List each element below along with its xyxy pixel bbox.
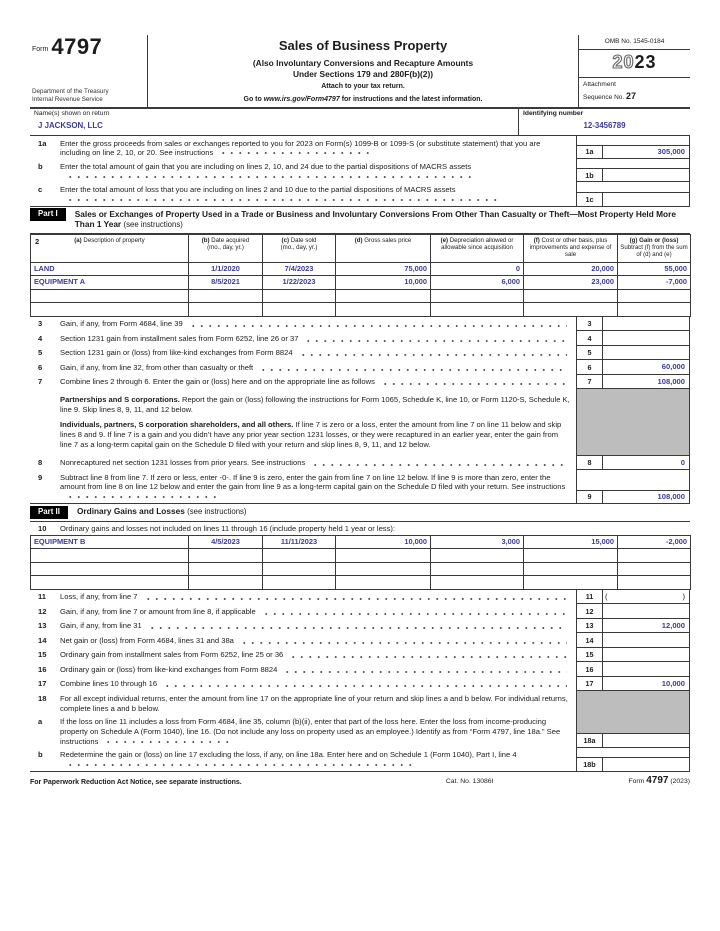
dotted-leader bbox=[259, 368, 567, 372]
line-5-number: 5 bbox=[38, 348, 43, 357]
line-5-box-label: 5 bbox=[577, 346, 603, 360]
dotted-leader bbox=[381, 382, 567, 386]
col-header-gross-sales-price: (d) Gross sales price bbox=[336, 234, 431, 262]
col-header-description: 2 (a) Description of property bbox=[31, 234, 189, 262]
dept-line-2: Internal Revenue Service bbox=[32, 95, 103, 103]
gross-sales-price[interactable] bbox=[336, 289, 431, 303]
table-row bbox=[31, 289, 691, 303]
omb-number: OMB No. 1545-0184 bbox=[579, 35, 690, 50]
form-number: 4797 bbox=[51, 34, 103, 59]
line-1b-amount[interactable] bbox=[603, 169, 689, 182]
line-5-row bbox=[30, 346, 690, 361]
cost-basis[interactable]: 23,000 bbox=[524, 276, 618, 290]
individuals-paragraph: Individuals, partners, S corporation shareholders, and all others. If line 7 is zero or a loss, enter the amount from line 7 on line 11 below and skip lines 8 and 9. If line 7 is a gain and you didn’t have any prior year section 1231 losses, or they were recaptured in an earlier year, enter the gain from line 7 as a long-term capital gain on the Schedule D filed with your return and skip lines 8, 9, 11, and 12 below. bbox=[60, 419, 562, 449]
identifying-number-value[interactable]: 12-3456789 bbox=[583, 120, 626, 130]
part1-table-header-row bbox=[31, 234, 691, 262]
line-15-amount[interactable] bbox=[603, 648, 689, 662]
line-15-text: Ordinary gain from installment sales from Form 6252, line 25 or 36 bbox=[60, 650, 284, 660]
depreciation[interactable]: 0 bbox=[431, 262, 524, 276]
identifying-number-cell bbox=[518, 109, 690, 135]
table-row bbox=[31, 303, 691, 317]
shaded-area bbox=[577, 715, 689, 734]
line-6-amount[interactable]: 60,000 bbox=[661, 362, 685, 372]
dotted-leader bbox=[66, 198, 501, 202]
dotted-leader bbox=[240, 641, 567, 645]
line-10-row bbox=[30, 522, 690, 535]
line-14-text: Net gain or (loss) from Form 4684, lines 31 and 38a bbox=[60, 635, 234, 645]
part1-instruction-paragraphs bbox=[30, 389, 690, 456]
line-1c-row bbox=[30, 182, 690, 205]
line-15-number: 15 bbox=[38, 650, 47, 660]
name-value[interactable]: J JACKSON, LLC bbox=[38, 120, 103, 130]
line-7-box-label: 7 bbox=[577, 375, 603, 389]
line-8-box-label: 8 bbox=[577, 456, 603, 470]
depreciation[interactable]: 3,000 bbox=[431, 535, 524, 549]
line-11-row bbox=[30, 590, 690, 605]
table-row bbox=[31, 535, 691, 549]
cost-basis[interactable] bbox=[524, 289, 618, 303]
date-sold[interactable] bbox=[263, 289, 336, 303]
line-16-row bbox=[30, 662, 690, 677]
dotted-leader bbox=[299, 353, 567, 357]
cost-basis[interactable] bbox=[524, 303, 618, 317]
form-title: Sales of Business Property bbox=[278, 38, 448, 53]
line-6-text: Gain, if any, from line 32, from other than casualty or theft bbox=[60, 362, 254, 372]
dotted-leader bbox=[219, 151, 373, 155]
date-sold[interactable]: 11/11/2023 bbox=[263, 535, 336, 549]
line-7-number: 7 bbox=[38, 377, 43, 386]
line-18b-box-label: 18b bbox=[577, 758, 603, 771]
date-sold[interactable] bbox=[263, 549, 336, 563]
dept-line-1: Department of the Treasury bbox=[32, 87, 109, 95]
line-9-text: Subtract line 8 from line 7. If zero or less, enter -0-. If line 9 is zero, enter the gain from line 7 on line 12 below. If line 9 is more than zero, enter the amount from line 8 on line 12 below and enter the gain from line 9 as a long-term capital gain on the Schedule D filed with your return. See instructions bbox=[60, 472, 566, 492]
cost-basis[interactable] bbox=[524, 549, 618, 563]
date-acquired[interactable] bbox=[189, 549, 263, 563]
line-16-number: 16 bbox=[38, 664, 47, 674]
line-17-row bbox=[30, 677, 690, 692]
depreciation[interactable] bbox=[431, 303, 524, 317]
line-3-row bbox=[30, 317, 690, 332]
line-18a-box-label: 18a bbox=[577, 734, 603, 747]
line-10-number: 10 bbox=[38, 523, 47, 533]
date-acquired[interactable] bbox=[189, 303, 263, 317]
line-18-number: 18 bbox=[38, 693, 47, 703]
attachment-sequence: Attachment Sequence No. 27 bbox=[583, 80, 637, 101]
gain-loss[interactable]: -7,000 bbox=[618, 276, 691, 290]
cost-basis[interactable]: 20,000 bbox=[524, 262, 618, 276]
line-18a-text: If the loss on line 11 includes a loss from Form 4684, line 35, column (b)(ii), enter that part of the loss here. Enter the loss from income-producing property on Schedule A (Form 1040), line 16. (Do not include any loss on property used as an employee.) Identify as from “Form 4797, line 18a.” See instructions bbox=[60, 717, 561, 746]
part2-property-table bbox=[30, 535, 691, 590]
dotted-leader bbox=[189, 324, 567, 328]
line-1a-number: 1a bbox=[38, 138, 47, 148]
line-8-number: 8 bbox=[38, 458, 43, 468]
date-sold[interactable] bbox=[263, 576, 336, 590]
line-18b-row bbox=[30, 748, 690, 771]
dotted-leader bbox=[66, 495, 220, 499]
line-14-number: 14 bbox=[38, 635, 47, 645]
line-1a-box-label: 1a bbox=[577, 146, 603, 159]
line-14-row bbox=[30, 633, 690, 648]
identifying-number-label: Identifying number bbox=[523, 110, 584, 117]
line-18a-letter: a bbox=[38, 717, 43, 726]
col-header-date-acquired: (b) Date acquired (mo., day, yr.) bbox=[189, 234, 263, 262]
line-13-box-label: 13 bbox=[577, 619, 603, 633]
line-18-intro-text: For all except individual returns, enter the amount from line 17 on the appropriate line of your return and skip lines a and b below. For individual returns, complete lines a and b below. bbox=[60, 693, 568, 713]
property-description[interactable] bbox=[31, 576, 189, 590]
table-row bbox=[31, 276, 691, 290]
catalog-number: Cat. No. 13086I bbox=[445, 778, 494, 786]
gain-loss[interactable] bbox=[618, 562, 691, 576]
part1-title: Sales or Exchanges of Property Used in a Trade or Business and Involuntary Conversions From Other Than Casualty or Theft—Most Property Held More Than 1 Year (see instructions) bbox=[74, 208, 676, 230]
depreciation[interactable]: 6,000 bbox=[431, 276, 524, 290]
depreciation[interactable] bbox=[431, 549, 524, 563]
line-1a-row bbox=[30, 136, 690, 159]
property-description[interactable]: EQUIPMENT A bbox=[31, 276, 189, 290]
col-header-gain-loss: (g) Gain or (loss) Subtract (f) from the sum of (d) and (e) bbox=[618, 234, 691, 262]
line-12-text: Gain, if any, from line 7 or amount from line 8, if applicable bbox=[60, 606, 256, 616]
omb-block bbox=[578, 35, 690, 107]
line-9-number: 9 bbox=[38, 472, 43, 482]
form-number-block bbox=[30, 35, 148, 107]
dotted-leader bbox=[148, 626, 567, 630]
line-3-box-label: 3 bbox=[577, 317, 603, 331]
line-10-text: Ordinary gains and losses not included on lines 11 through 16 (include property held 1 year or less): bbox=[60, 523, 396, 533]
line-12-number: 12 bbox=[38, 606, 47, 616]
property-description[interactable]: EQUIPMENT B bbox=[31, 535, 189, 549]
dotted-leader bbox=[163, 684, 567, 688]
line-16-text: Ordinary gain or (loss) from like-kind exchanges from Form 8824 bbox=[60, 664, 278, 674]
cost-basis[interactable] bbox=[524, 562, 618, 576]
form-header bbox=[30, 35, 690, 109]
line-18a-amount[interactable] bbox=[603, 734, 689, 747]
line-18b-amount[interactable] bbox=[603, 758, 689, 771]
form-subtitle: (Also Involuntary Conversions and Recapture Amounts Under Sections 179 and 280F(b)(2)) bbox=[252, 58, 474, 79]
date-acquired[interactable]: 4/5/2023 bbox=[189, 535, 263, 549]
line-17-text: Combine lines 10 through 16 bbox=[60, 679, 158, 689]
identity-row bbox=[30, 109, 690, 136]
line-6-row bbox=[30, 360, 690, 375]
col-header-cost-basis: (f) Cost or other basis, plus improvements and expense of sale bbox=[524, 234, 618, 262]
col-header-depreciation: (e) Depreciation allowed or allowable since acquisition bbox=[431, 234, 524, 262]
gross-sales-price[interactable] bbox=[336, 576, 431, 590]
line-2-number: 2 bbox=[35, 236, 40, 246]
line-7-row bbox=[30, 375, 690, 390]
line-6-box-label: 6 bbox=[577, 360, 603, 374]
line-13-amount[interactable]: 12,000 bbox=[661, 620, 685, 630]
tax-year: 2023 bbox=[579, 50, 690, 77]
line-1a-amount[interactable]: 305,000 bbox=[657, 146, 685, 156]
paperwork-notice: For Paperwork Reduction Act Notice, see separate instructions. bbox=[30, 779, 242, 787]
department-lines bbox=[32, 88, 143, 104]
goto-instruction: Go to www.irs.gov/Form4797 for instructions and the latest information. bbox=[243, 95, 483, 103]
line-12-row bbox=[30, 604, 690, 619]
depreciation[interactable] bbox=[431, 562, 524, 576]
line-11-amount[interactable]: ( ) bbox=[605, 591, 685, 601]
line-11-text: Loss, if any, from line 7 bbox=[60, 592, 138, 602]
part2-title: Ordinary Gains and Losses (see instructions) bbox=[76, 506, 247, 517]
line-4-number: 4 bbox=[38, 333, 43, 343]
depreciation[interactable] bbox=[431, 289, 524, 303]
form-footer bbox=[30, 771, 690, 788]
line-1b-box-label: 1b bbox=[577, 169, 603, 182]
date-acquired[interactable] bbox=[189, 562, 263, 576]
gross-sales-price[interactable]: 75,000 bbox=[336, 262, 431, 276]
dotted-leader bbox=[104, 740, 232, 744]
line-3-text: Gain, if any, from Form 4684, line 39 bbox=[60, 319, 183, 328]
cost-basis[interactable]: 15,000 bbox=[524, 535, 618, 549]
line-8-amount[interactable]: 0 bbox=[680, 457, 685, 467]
line-13-text: Gain, if any, from line 31 bbox=[60, 621, 142, 631]
line-6-number: 6 bbox=[38, 362, 43, 372]
gain-loss[interactable]: -2,000 bbox=[618, 535, 691, 549]
gain-loss[interactable] bbox=[618, 303, 691, 317]
line-1c-box-label: 1c bbox=[577, 193, 603, 206]
line-9-row bbox=[30, 470, 690, 503]
gain-loss[interactable]: 55,000 bbox=[618, 262, 691, 276]
form-area bbox=[30, 35, 690, 787]
line-4-amount[interactable] bbox=[603, 331, 689, 345]
line-11-box-label: 11 bbox=[577, 590, 603, 604]
part1-header bbox=[30, 206, 690, 234]
date-sold[interactable]: 7/4/2023 bbox=[263, 262, 336, 276]
gross-sales-price[interactable] bbox=[336, 562, 431, 576]
form-footer-id: Form 4797 (2023) bbox=[628, 775, 690, 787]
line-8-row bbox=[30, 456, 690, 471]
property-description[interactable] bbox=[31, 562, 189, 576]
table-row bbox=[31, 262, 691, 276]
irs-url[interactable]: www.irs.gov/Form4797 bbox=[263, 95, 340, 103]
partnerships-paragraph: Partnerships and S corporations. Report the gain or (loss) following the instructions for Form 1065, Schedule K, line 10, or Form 1120-S, Schedule K, line 9. Skip lines 8, 9, 11, and 12 below. bbox=[60, 394, 570, 414]
line-4-text: Section 1231 gain from installment sales from Form 6252, line 26 or 37 bbox=[60, 333, 299, 343]
col-header-date-sold: (c) Date sold (mo., day, yr.) bbox=[263, 234, 336, 262]
gain-loss[interactable] bbox=[618, 549, 691, 563]
property-description[interactable] bbox=[31, 289, 189, 303]
line-16-box-label: 16 bbox=[577, 662, 603, 676]
property-description[interactable] bbox=[31, 549, 189, 563]
line-17-box-label: 17 bbox=[577, 677, 603, 691]
line-7-amount[interactable]: 108,000 bbox=[657, 376, 685, 386]
line-14-amount[interactable] bbox=[603, 633, 689, 647]
line-16-amount[interactable] bbox=[603, 662, 689, 676]
line-1c-text: Enter the total amount of loss that you are including on lines 2 and 10 due to the partial dispositions of MACRS assets bbox=[60, 182, 576, 205]
line-1c-amount[interactable] bbox=[603, 193, 689, 206]
line-9-box-label: 9 bbox=[577, 491, 603, 504]
table-row bbox=[31, 576, 691, 590]
name-cell bbox=[30, 109, 518, 135]
dotted-leader bbox=[289, 655, 567, 659]
dotted-leader bbox=[304, 339, 567, 343]
part1-badge: Part I bbox=[30, 208, 66, 221]
gross-sales-price[interactable] bbox=[336, 549, 431, 563]
line-1b-text: Enter the total amount of gain that you are including on lines 2, 10, and 24 due to the partial dispositions of MACRS assets bbox=[60, 159, 576, 182]
attach-instruction: Attach to your tax return. bbox=[321, 83, 405, 91]
depreciation[interactable] bbox=[431, 576, 524, 590]
line-18b-letter: b bbox=[38, 750, 43, 760]
gain-loss[interactable] bbox=[618, 289, 691, 303]
line-4-box-label: 4 bbox=[577, 331, 603, 345]
dotted-leader bbox=[311, 463, 567, 467]
gain-loss[interactable] bbox=[618, 576, 691, 590]
dotted-leader bbox=[283, 670, 567, 674]
line-13-number: 13 bbox=[38, 621, 47, 631]
line-8-text: Nonrecaptured net section 1231 losses from prior years. See instructions bbox=[60, 458, 306, 468]
line-12-amount[interactable] bbox=[603, 604, 689, 618]
form-word: Form bbox=[32, 45, 49, 53]
date-acquired[interactable]: 8/5/2021 bbox=[189, 276, 263, 290]
date-sold[interactable]: 1/22/2023 bbox=[263, 276, 336, 290]
line-1b-row bbox=[30, 159, 690, 182]
property-description[interactable] bbox=[31, 303, 189, 317]
dotted-leader bbox=[144, 597, 567, 601]
gross-sales-price[interactable]: 10,000 bbox=[336, 276, 431, 290]
line-15-row bbox=[30, 648, 690, 663]
date-acquired[interactable] bbox=[189, 289, 263, 303]
line-13-row bbox=[30, 619, 690, 634]
line-4-row bbox=[30, 331, 690, 346]
part2-badge: Part II bbox=[30, 506, 68, 519]
line-3-amount[interactable] bbox=[603, 317, 689, 331]
date-sold[interactable] bbox=[263, 303, 336, 317]
table-row bbox=[31, 549, 691, 563]
line-1a-text: Enter the gross proceeds from sales or exchanges reported to you for 2023 on Form(s) 1099-B or 1099-S (or substitute statement) that you are including on line 2, 10, or 20. See instructions bbox=[60, 138, 541, 158]
table-row bbox=[31, 562, 691, 576]
line-14-box-label: 14 bbox=[577, 633, 603, 647]
line-3-number: 3 bbox=[38, 319, 43, 328]
dotted-leader bbox=[66, 175, 476, 179]
line-18a-row bbox=[30, 715, 690, 748]
property-description[interactable]: LAND bbox=[31, 262, 189, 276]
line-1b-number: b bbox=[38, 161, 43, 171]
date-sold[interactable] bbox=[263, 562, 336, 576]
form-title-block bbox=[148, 35, 578, 107]
date-acquired[interactable] bbox=[189, 576, 263, 590]
line-1c-number: c bbox=[38, 184, 43, 194]
line-17-number: 17 bbox=[38, 679, 47, 689]
line-11-number: 11 bbox=[38, 592, 47, 602]
dotted-leader bbox=[262, 612, 567, 616]
line-17-amount[interactable]: 10,000 bbox=[661, 678, 685, 688]
gross-sales-price[interactable]: 10,000 bbox=[336, 535, 431, 549]
name-label: Name(s) shown on return bbox=[34, 110, 110, 117]
line-12-box-label: 12 bbox=[577, 604, 603, 618]
line-7-text: Combine lines 2 through 6. Enter the gain or (loss) here and on the appropriate line as follows bbox=[60, 377, 375, 386]
line-15-box-label: 15 bbox=[577, 648, 603, 662]
cost-basis[interactable] bbox=[524, 576, 618, 590]
shaded-area bbox=[576, 691, 690, 714]
shaded-area bbox=[576, 389, 690, 456]
sequence-number: 27 bbox=[626, 90, 637, 101]
part1-property-table bbox=[30, 234, 691, 317]
part2-header bbox=[30, 503, 690, 522]
line-5-text: Section 1231 gain or (loss) from like-kind exchanges from Form 8824 bbox=[60, 348, 293, 357]
line-18-intro-row bbox=[30, 691, 690, 714]
date-acquired[interactable]: 1/1/2020 bbox=[189, 262, 263, 276]
line-9-amount[interactable]: 108,000 bbox=[657, 491, 685, 501]
dotted-leader bbox=[66, 763, 414, 767]
gross-sales-price[interactable] bbox=[336, 303, 431, 317]
line-5-amount[interactable] bbox=[603, 346, 689, 360]
line-18b-text: Redetermine the gain or (loss) on line 17 excluding the loss, if any, on line 18a. Enter here and on Schedule 1 (Form 1040), Part I, line 4 bbox=[60, 750, 517, 760]
